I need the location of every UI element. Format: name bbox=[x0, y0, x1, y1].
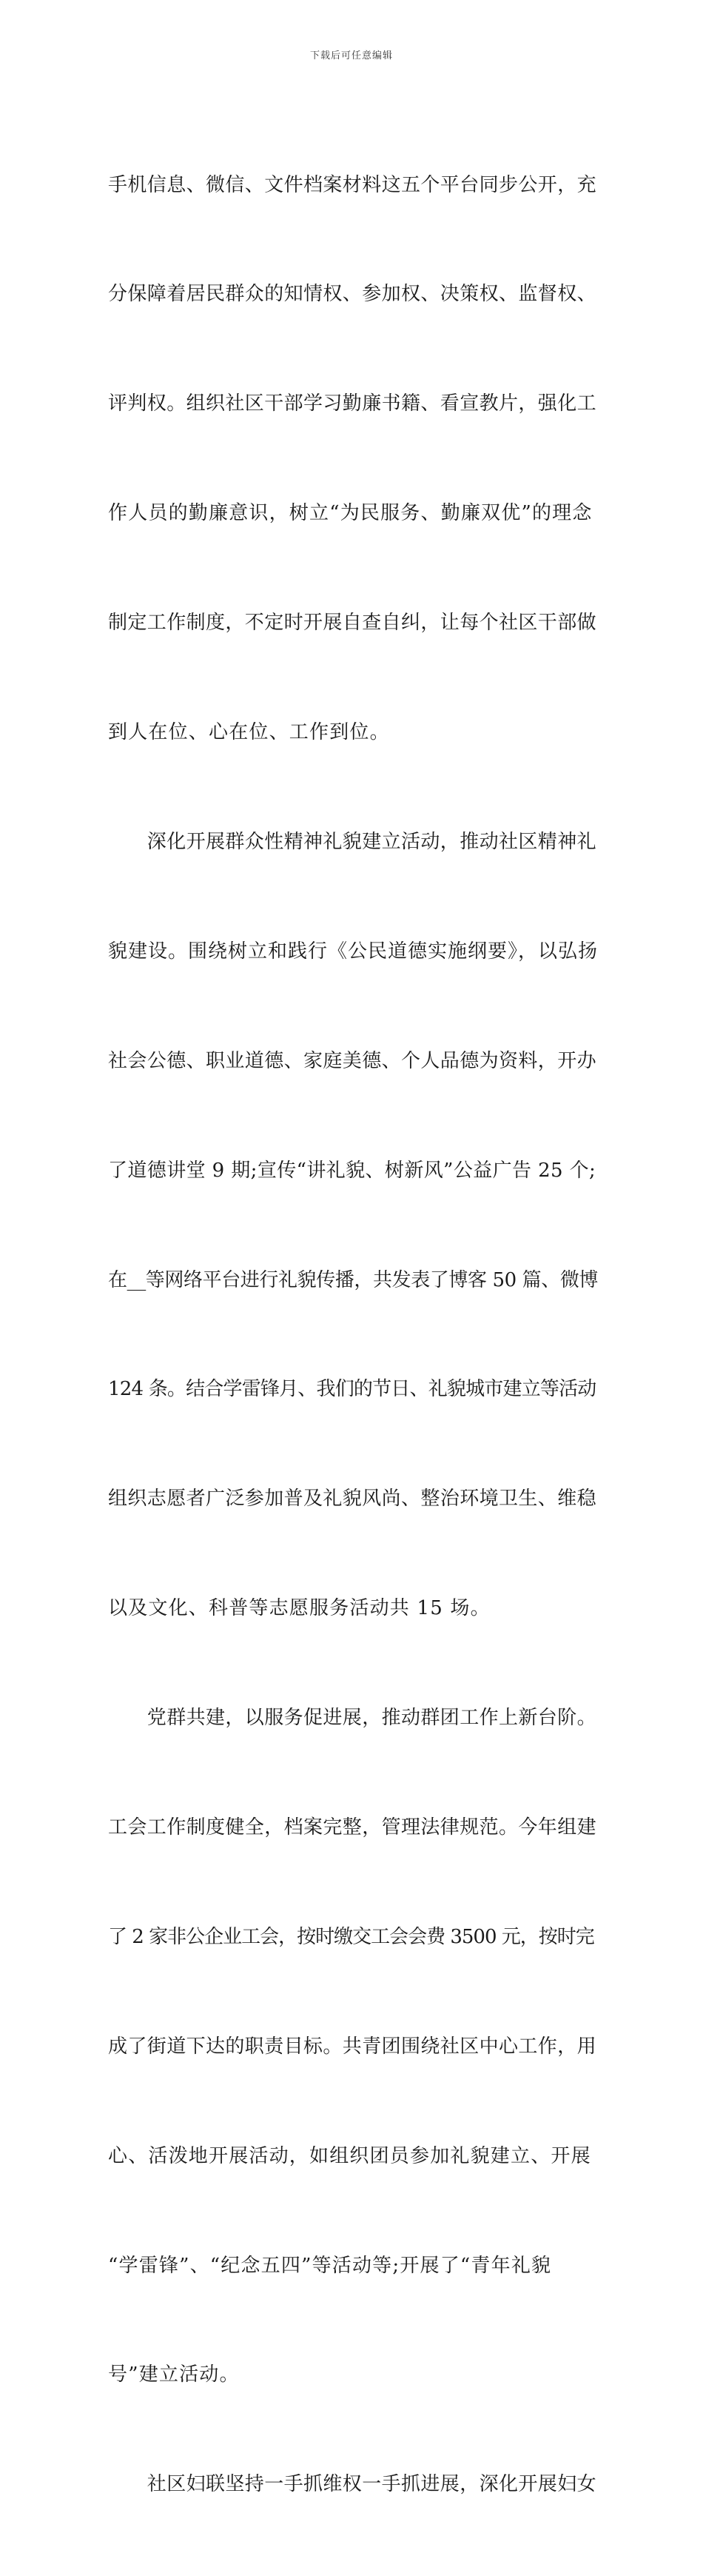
text-line: 深化开展群众性精神礼貌建立活动，推动社区精神礼 bbox=[108, 830, 597, 853]
document-body bbox=[108, 94, 598, 2576]
text-line: 党群共建，以服务促进展，推动群团工作上新台阶。 bbox=[108, 1707, 597, 1730]
text-line: 工会工作制度健全，档案完整，管理法律规范。今年组建 bbox=[108, 1816, 597, 1839]
text-line: 作人员的勤廉意识，树立“为民服务、勤廉双优”的理念 bbox=[108, 502, 593, 525]
text-line: 了 2 家非公企业工会，按时缴交工会会费 3500 元，按时完 bbox=[108, 1925, 594, 1948]
text-line: 124 条。结合学雷锋月、我们的节日、礼貌城市建立等活动 bbox=[108, 1378, 596, 1401]
text-line: 社会公德、职业道德、家庭美德、个人品德为资料，开办 bbox=[108, 1049, 597, 1072]
text-line: 号”建立活动。 bbox=[108, 2363, 240, 2386]
text-line: 以及文化、科普等志愿服务活动共 15 场。 bbox=[108, 1597, 491, 1620]
text-line: 貌建设。围绕树立和践行《公民道德实施纲要》，以弘扬 bbox=[108, 940, 599, 963]
text-line: 手机信息、微信、文件档案材料这五个平台同步公开，充 bbox=[108, 173, 597, 196]
text-line: 组织志愿者广泛参加普及礼貌风尚、整治环境卫生、维稳 bbox=[108, 1488, 597, 1511]
text-line: 了道德讲堂 9 期;宣传“讲礼貌、树新风”公益广告 25 个; bbox=[108, 1159, 596, 1182]
text-line: 成了街道下达的职责目标。共青团围绕社区中心工作，用 bbox=[108, 2035, 597, 2058]
text-line: 制定工作制度，不定时开展自查自纠，让每个社区干部做 bbox=[108, 612, 597, 635]
text-line: “学雷锋”、“纪念五四”等活动等;开展了“青年礼貌 bbox=[108, 2254, 552, 2277]
text-line: 心、活泼地开展活动，如组织团员参加礼貌建立、开展 bbox=[108, 2144, 591, 2167]
page-header: 下载后可任意编辑 bbox=[309, 50, 393, 61]
body-text bbox=[108, 94, 598, 2576]
text-line: 评判权。组织社区干部学习勤廉书籍、看宣教片，强化工 bbox=[108, 392, 597, 415]
text-line: 分保障着居民群众的知情权、参加权、决策权、监督权、 bbox=[108, 283, 597, 306]
text-line: 社区妇联坚持一手抓维权一手抓进展，深化开展妇女 bbox=[108, 2473, 597, 2496]
text-line: 在__等网络平台进行礼貌传播，共发表了博客 50 篇、微博 bbox=[108, 1268, 599, 1291]
text-line: 到人在位、心在位、工作到位。 bbox=[108, 721, 390, 744]
